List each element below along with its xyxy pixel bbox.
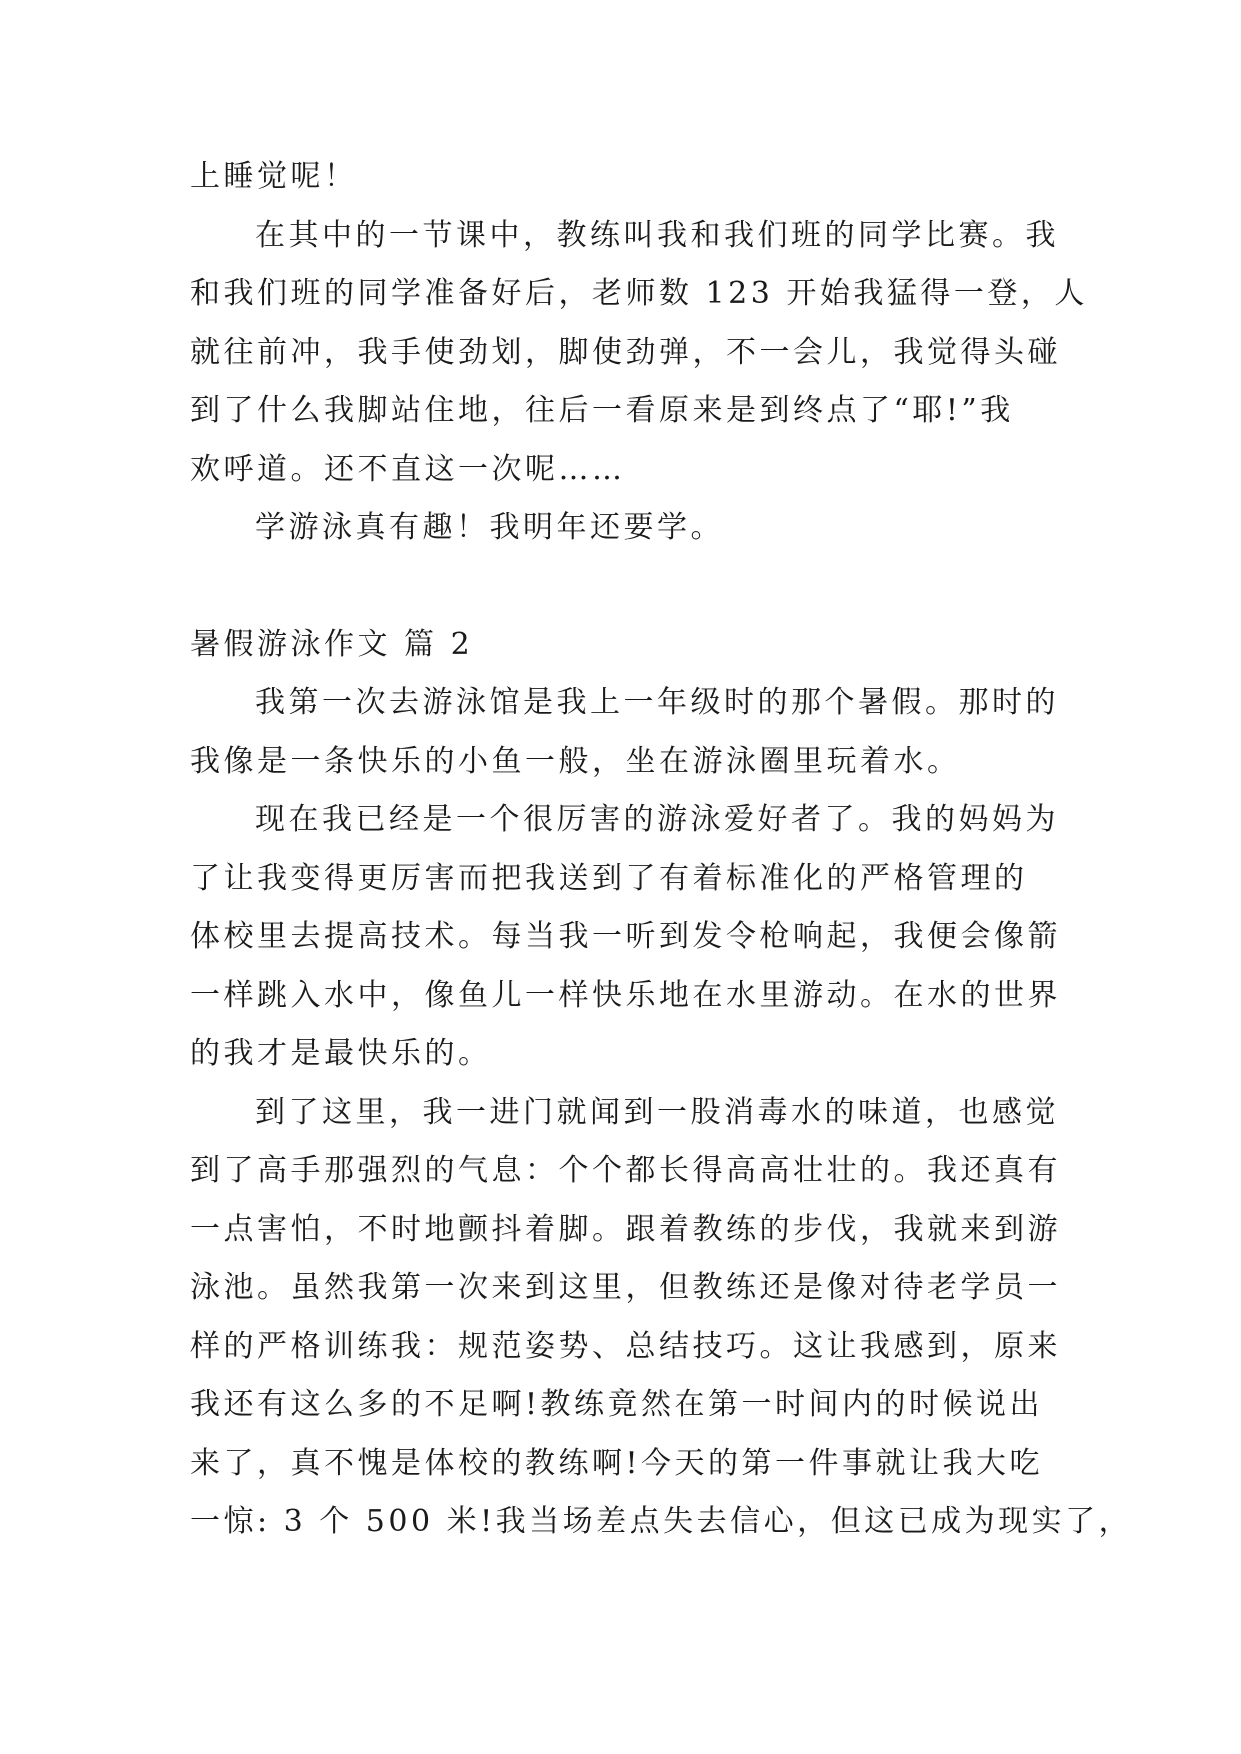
paragraph-line: 我像是一条快乐的小鱼一般，坐在游泳圈里玩着水。 [190, 743, 961, 779]
paragraph-line: 泳池。虽然我第一次来到这里，但教练还是像对待老学员一 [190, 1270, 1061, 1305]
paragraph-line: 上睡觉呢！ [190, 159, 358, 194]
paragraph-line: 在其中的一节课中，教练叫我和我们班的同学比赛。我 [255, 217, 1059, 253]
paragraph-line: 了让我变得更厉害而把我送到了有着标准化的严格管理的 [190, 860, 1028, 896]
paragraph-line: 和我们班的同学准备好后，老师数 123 开始我猛得一登，人 [190, 276, 1088, 311]
paragraph-line: 到了什么我脚站住地，往后一看原来是到终点了“耶!”我 [190, 393, 1014, 428]
paragraph-line: 样的严格训练我：规范姿势、总结技巧。这让我感到，原来 [190, 1328, 1061, 1364]
heading-text: 暑假游泳作文 篇 2 [190, 627, 474, 662]
paragraph-line: 一惊: 3 个 500 米!我当场差点失去信心，但这已成为现实了， [190, 1504, 1133, 1539]
paragraph-line: 我第一次去游泳馆是我上一年级时的那个暑假。那时的 [255, 685, 1059, 720]
paragraph-line: 现在我已经是一个很厉害的游泳爱好者了。我的妈妈为 [255, 802, 1059, 837]
paragraph-line: 欢呼道。还不直这一次呢…… [190, 451, 626, 487]
paragraph-line: 来了，真不愧是体校的教练啊!今天的第一件事就让我大吃 [190, 1445, 1044, 1481]
paragraph-line: 我还有这么多的不足啊!教练竟然在第一时间内的时候说出 [190, 1387, 1044, 1422]
paragraph-line: 学游泳真有趣！我明年还要学。 [255, 510, 724, 545]
section-2 [190, 674, 1133, 1552]
paragraph-line: 一样跳入水中，像鱼儿一样快乐地在水里游动。在水的世界 [190, 977, 1061, 1013]
paragraph-line: 一点害怕，不时地颤抖着脚。跟着教练的步伐，我就来到游 [190, 1211, 1061, 1247]
paragraph-line: 到了这里，我一进门就闻到一股消毒水的味道，也感觉 [255, 1094, 1059, 1130]
paragraph-line: 就往前冲，我手使劲划，脚使劲弹，不一会儿，我觉得头碰 [190, 334, 1061, 370]
paragraph-line: 的我才是最快乐的。 [190, 1036, 492, 1071]
section-1 [190, 148, 1088, 558]
section-heading [190, 616, 1060, 675]
paragraph-line: 体校里去提高技术。每当我一听到发令枪响起，我便会像箭 [190, 919, 1061, 954]
paragraph-line: 到了高手那强烈的气息：个个都长得高高壮壮的。我还真有 [190, 1153, 1061, 1188]
